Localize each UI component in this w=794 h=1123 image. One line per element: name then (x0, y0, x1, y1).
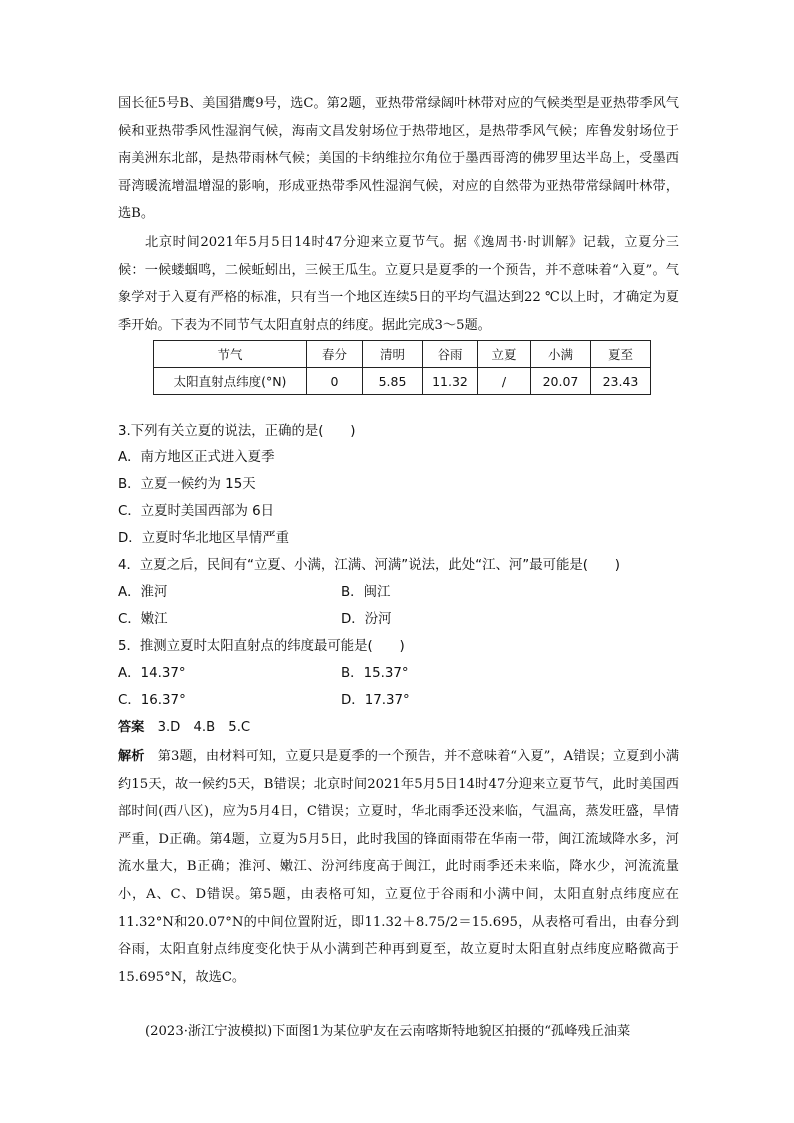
question-5-stem: 5．推测立夏时太阳直射点的纬度最可能是( ) (118, 639, 405, 654)
table-term: 清明 (363, 341, 423, 368)
table-term: 夏至 (591, 341, 651, 368)
table-header-label: 节气 (154, 341, 307, 368)
question-4-option-a: A．淮河 (118, 585, 168, 600)
analysis-text: 第3题，由材料可知，立夏只是夏季的一个预告，并不意味着“入夏”，A错误；立夏到小满约15天，故一候约5天，B错误；北京时间2021年5月5日14时47分迎来立夏节气，此时美国西部时间(西八区)，应为5月4日，C错误；立夏时，华北雨季还没来临，气温高，蒸发旺盛，旱情严重，D正确。第4题，立夏为5月5日，此时我国的锋面雨带在华南一带，闽江流域降水多，河流水量大，B正确；淮河、嫩江、汾河纬度高于闽江，此时雨季还未来临，降水少，河流流量小，A、C、D错误。第5题，由表格可知，立夏位于谷雨和小满中间，太阳直射点纬度应在11.32°N和20.07°N的中间位置附近，即11.32＋8.75/2＝15.695，从表格可看出，由春分到谷雨，太阳直射点纬度变化快于从小满到芒种再到夏至，故立夏时太阳直射点纬度应略微高于15.695°N，故选C。 (118, 749, 680, 985)
analysis-paragraph (118, 743, 679, 991)
answer-label: 答案 (118, 720, 145, 735)
answer-line (118, 718, 250, 738)
table-value: 5.85 (363, 368, 423, 395)
question-5-option-b: B．15.37° (341, 666, 409, 681)
table-value: 11.32 (423, 368, 478, 395)
table-row-label: 太阳直射点纬度(°N) (154, 368, 307, 395)
analysis-label: 解析 (118, 749, 145, 764)
table-term: 谷雨 (423, 341, 478, 368)
table-term: 春分 (307, 341, 363, 368)
question-3-option-c: C．立夏时美国西部为 6日 (118, 504, 275, 519)
question-4-option-b: B．闽江 (341, 585, 391, 600)
paragraph-next-material: (2023·浙江宁波模拟)下面图1为某位驴友在云南喀斯特地貌区拍摄的“孤峰残丘油菜 (145, 1024, 631, 1039)
question-3-option-a: A．南方地区正式进入夏季 (118, 450, 275, 465)
table-term: 小满 (531, 341, 591, 368)
paragraph-material-lixia: 北京时间2021年5月5日14时47分迎来立夏节气。据《逸周书·时训解》记载，立夏分三候：一候蝼蝈鸣，二候蚯蚓出，三候王瓜生。立夏只是夏季的一个预告，并不意味着“入夏”。气象学对于入夏有严格的标准，只有当一个地区连续5日的平均气温达到22 ℃以上时，才确定为夏季开始。下表为不同节气太阳直射点的纬度。据此完成3～5题。 (118, 235, 679, 333)
table-row (154, 341, 651, 368)
table-row (154, 368, 651, 395)
question-5-option-c: C．16.37° (118, 693, 186, 708)
question-5-option-a: A．14.37° (118, 666, 186, 681)
table-value: / (478, 368, 531, 395)
question-3-option-d: D．立夏时华北地区旱情严重 (118, 531, 289, 546)
table-value: 23.43 (591, 368, 651, 395)
question-4-option-d: D．汾河 (341, 612, 392, 627)
answer-text: 3.D 4.B 5.C (157, 720, 251, 735)
paragraph-previous-analysis: 国长征5号B、美国猎鹰9号，选C。第2题，亚热带常绿阔叶林带对应的气候类型是亚热带季风气候和亚热带季风性湿润气候，海南文昌发射场位于热带地区，是热带季风气候；库鲁发射场位于南美洲东北部，是热带雨林气候；美国的卡纳维拉尔角位于墨西哥湾的佛罗里达半岛上，受墨西哥湾暖流增温增湿的影响，形成亚热带季风性湿润气候，对应的自然带为亚热带常绿阔叶林带，选B。 (118, 96, 679, 222)
table-value: 0 (307, 368, 363, 395)
question-4-stem: 4．立夏之后，民间有“立夏、小满，江满、河满”说法，此处“江、河”最可能是( ) (118, 558, 620, 573)
table-value: 20.07 (531, 368, 591, 395)
question-5-option-d: D．17.37° (341, 693, 410, 708)
question-4-option-c: C．嫩江 (118, 612, 168, 627)
table-term: 立夏 (478, 341, 531, 368)
solar-latitude-table (153, 340, 651, 395)
question-3-stem: 3.下列有关立夏的说法，正确的是( ) (118, 424, 356, 439)
question-3-option-b: B．立夏一候约为 15天 (118, 477, 256, 492)
